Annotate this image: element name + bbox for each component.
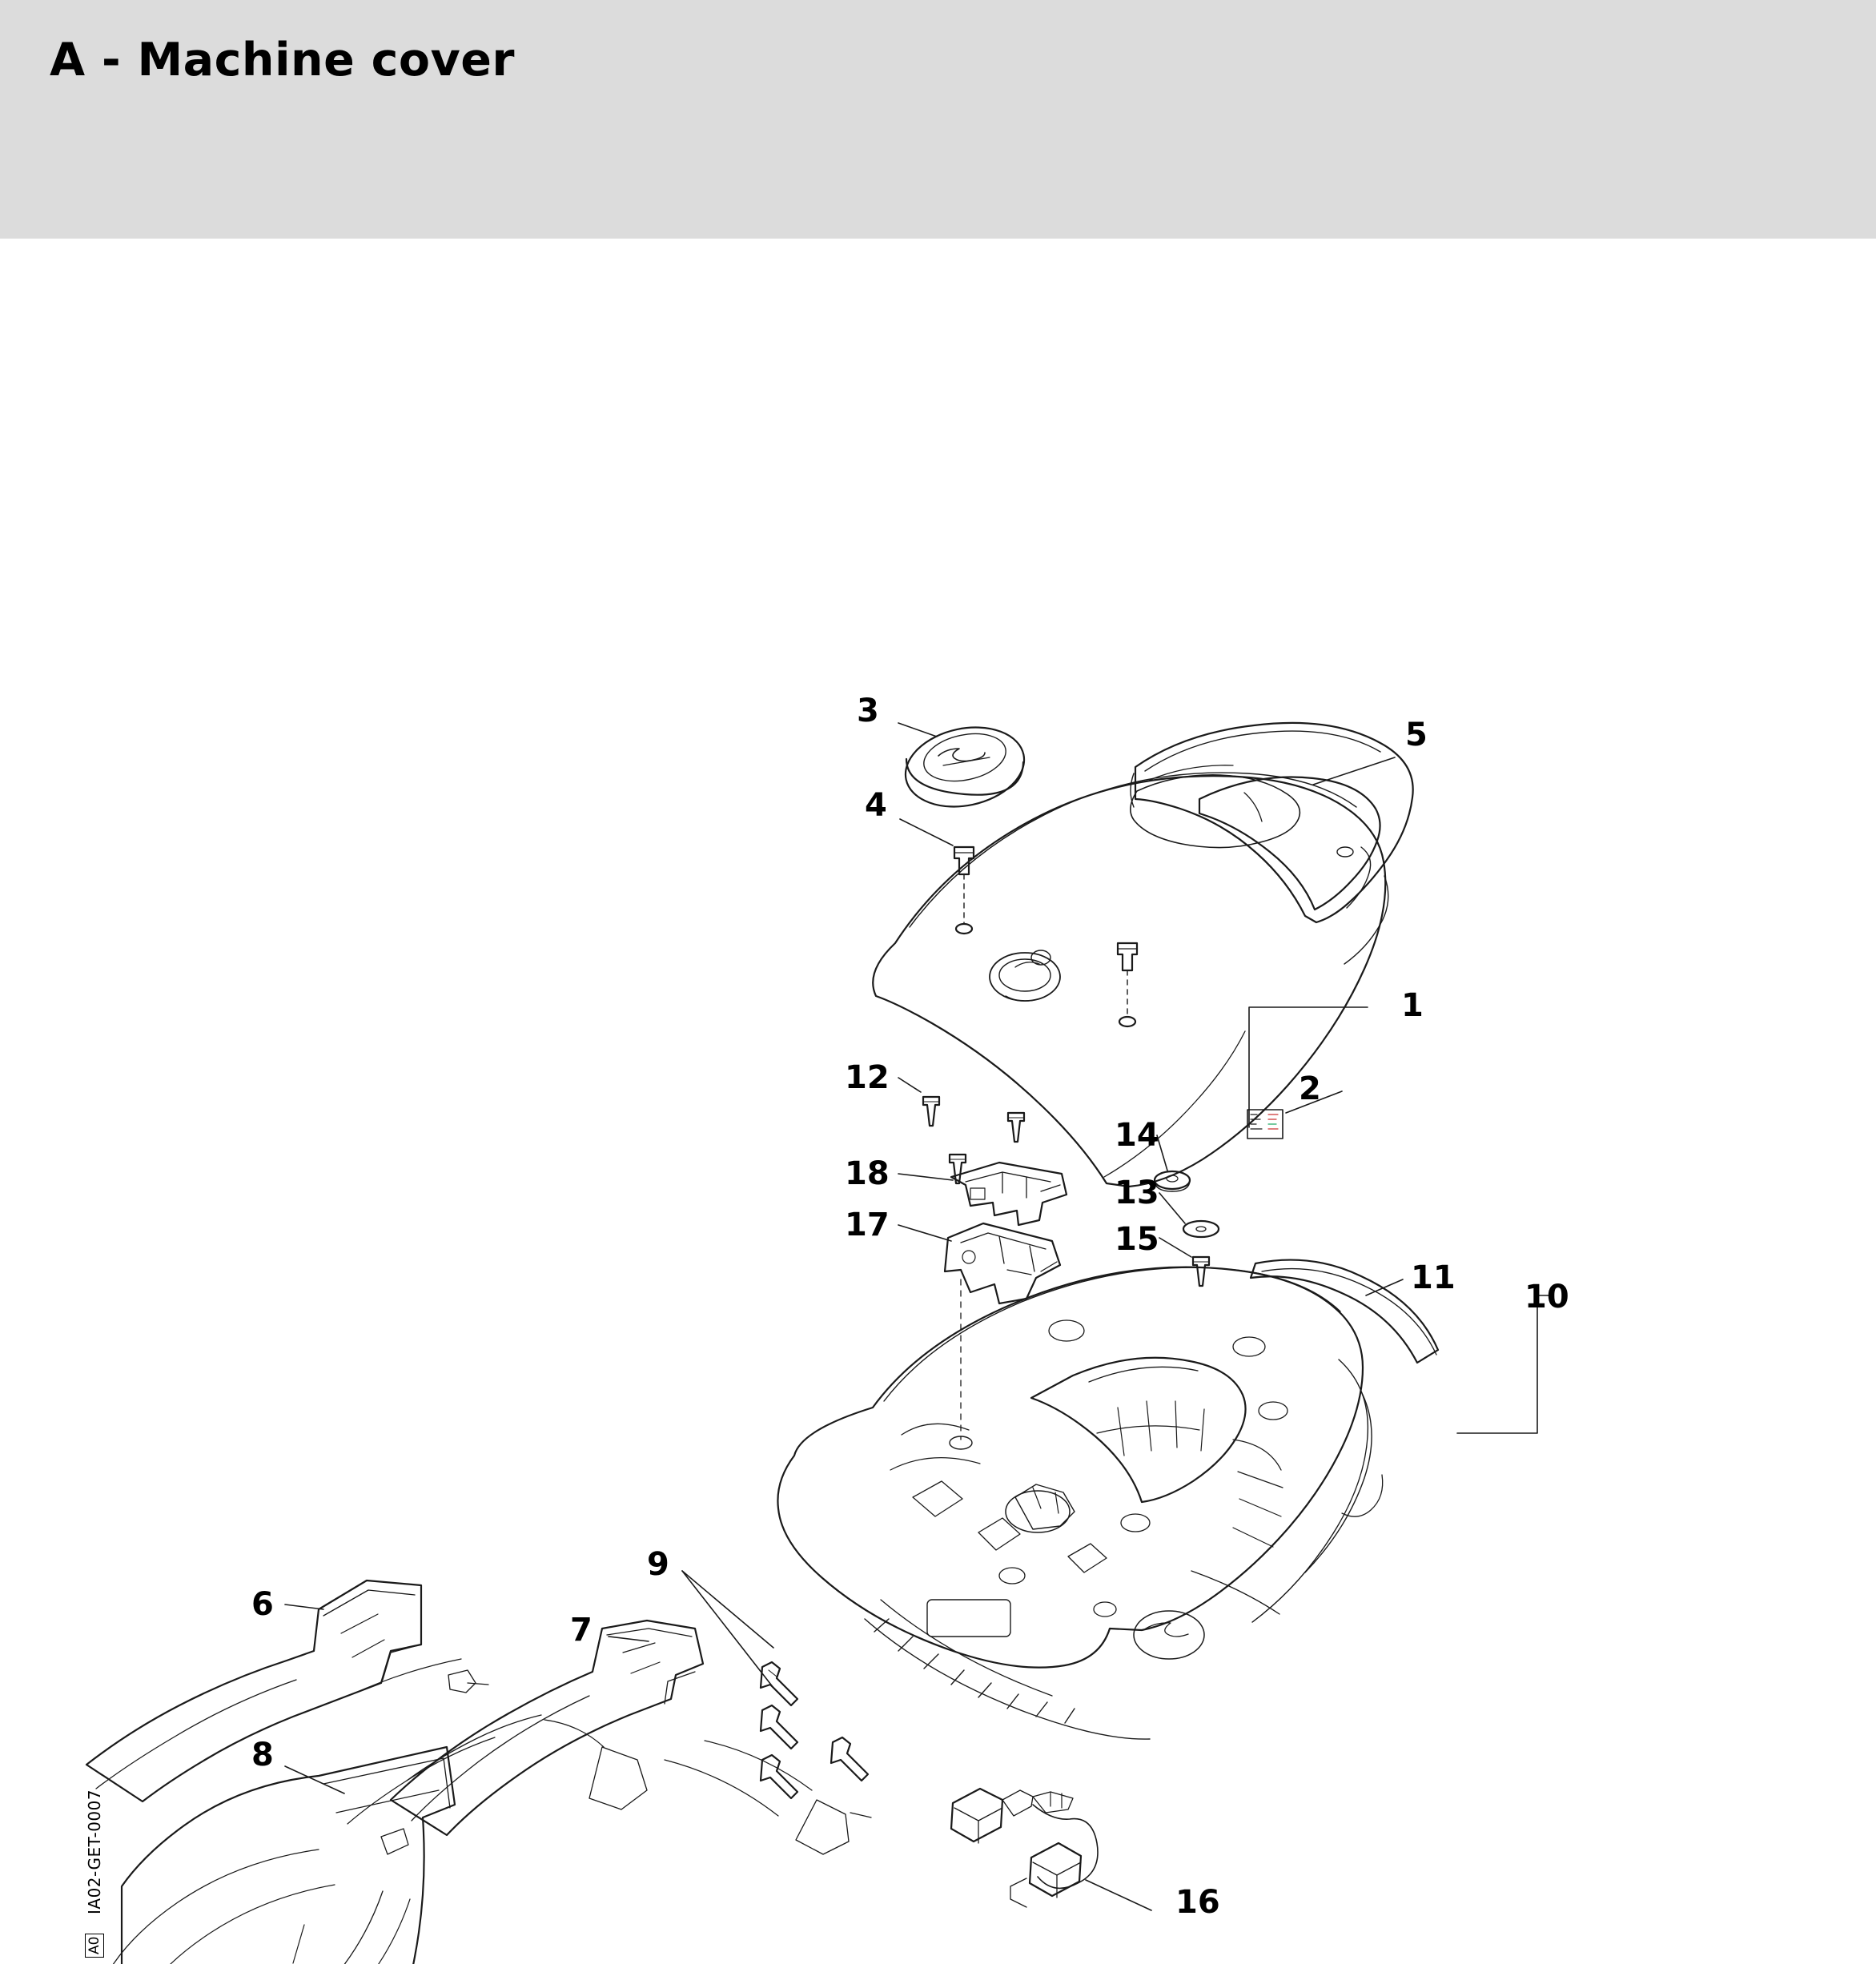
page-title: A - Machine cover bbox=[50, 34, 516, 86]
part-15-screw bbox=[1193, 1257, 1209, 1286]
callout-16: 16 bbox=[1175, 1884, 1220, 1921]
part-3-emblem-cap bbox=[898, 717, 1032, 817]
drawing-revision: A0 bbox=[85, 1934, 104, 1958]
callout-1: 1 bbox=[1401, 987, 1424, 1024]
part-13-washer bbox=[1183, 1221, 1219, 1237]
part-7-bumper-frame-lower bbox=[391, 1621, 871, 1854]
callout-5: 5 bbox=[1405, 717, 1428, 753]
part-16-cable-connectors bbox=[951, 1789, 1098, 1907]
callout-14: 14 bbox=[1115, 1117, 1159, 1154]
callout-8: 8 bbox=[251, 1737, 274, 1773]
exploded-diagram bbox=[0, 239, 1876, 1964]
part-6-bumper-frame-upper bbox=[86, 1580, 647, 1824]
part-4-screw-2 bbox=[1118, 943, 1137, 970]
callout-12: 12 bbox=[845, 1059, 890, 1096]
part-11-trim-strip bbox=[1251, 1260, 1438, 1363]
callout-3: 3 bbox=[857, 693, 879, 729]
part-9-screws bbox=[761, 1662, 868, 1798]
callout-11: 11 bbox=[1411, 1259, 1456, 1296]
part-18-sensor-bracket bbox=[951, 1163, 1067, 1225]
callout-10: 10 bbox=[1525, 1279, 1569, 1315]
callout-15: 15 bbox=[1115, 1221, 1159, 1258]
callout-17: 17 bbox=[845, 1207, 890, 1243]
callout-6: 6 bbox=[251, 1586, 274, 1623]
part-10-chassis-housing bbox=[777, 1267, 1382, 1740]
callout-4: 4 bbox=[865, 787, 887, 824]
part-8-bumper-cover bbox=[104, 1747, 455, 1964]
callout-2: 2 bbox=[1299, 1070, 1321, 1107]
parts-drawing bbox=[0, 239, 1876, 1964]
callout-13: 13 bbox=[1115, 1175, 1159, 1211]
part-5-rear-cover bbox=[1131, 723, 1413, 964]
drawing-code: IA02-GET-0007 bbox=[85, 1789, 104, 1914]
callout-7: 7 bbox=[570, 1612, 593, 1649]
part-2-warning-label bbox=[1247, 1110, 1283, 1139]
callout-9: 9 bbox=[647, 1546, 669, 1583]
callout-18: 18 bbox=[845, 1155, 890, 1192]
